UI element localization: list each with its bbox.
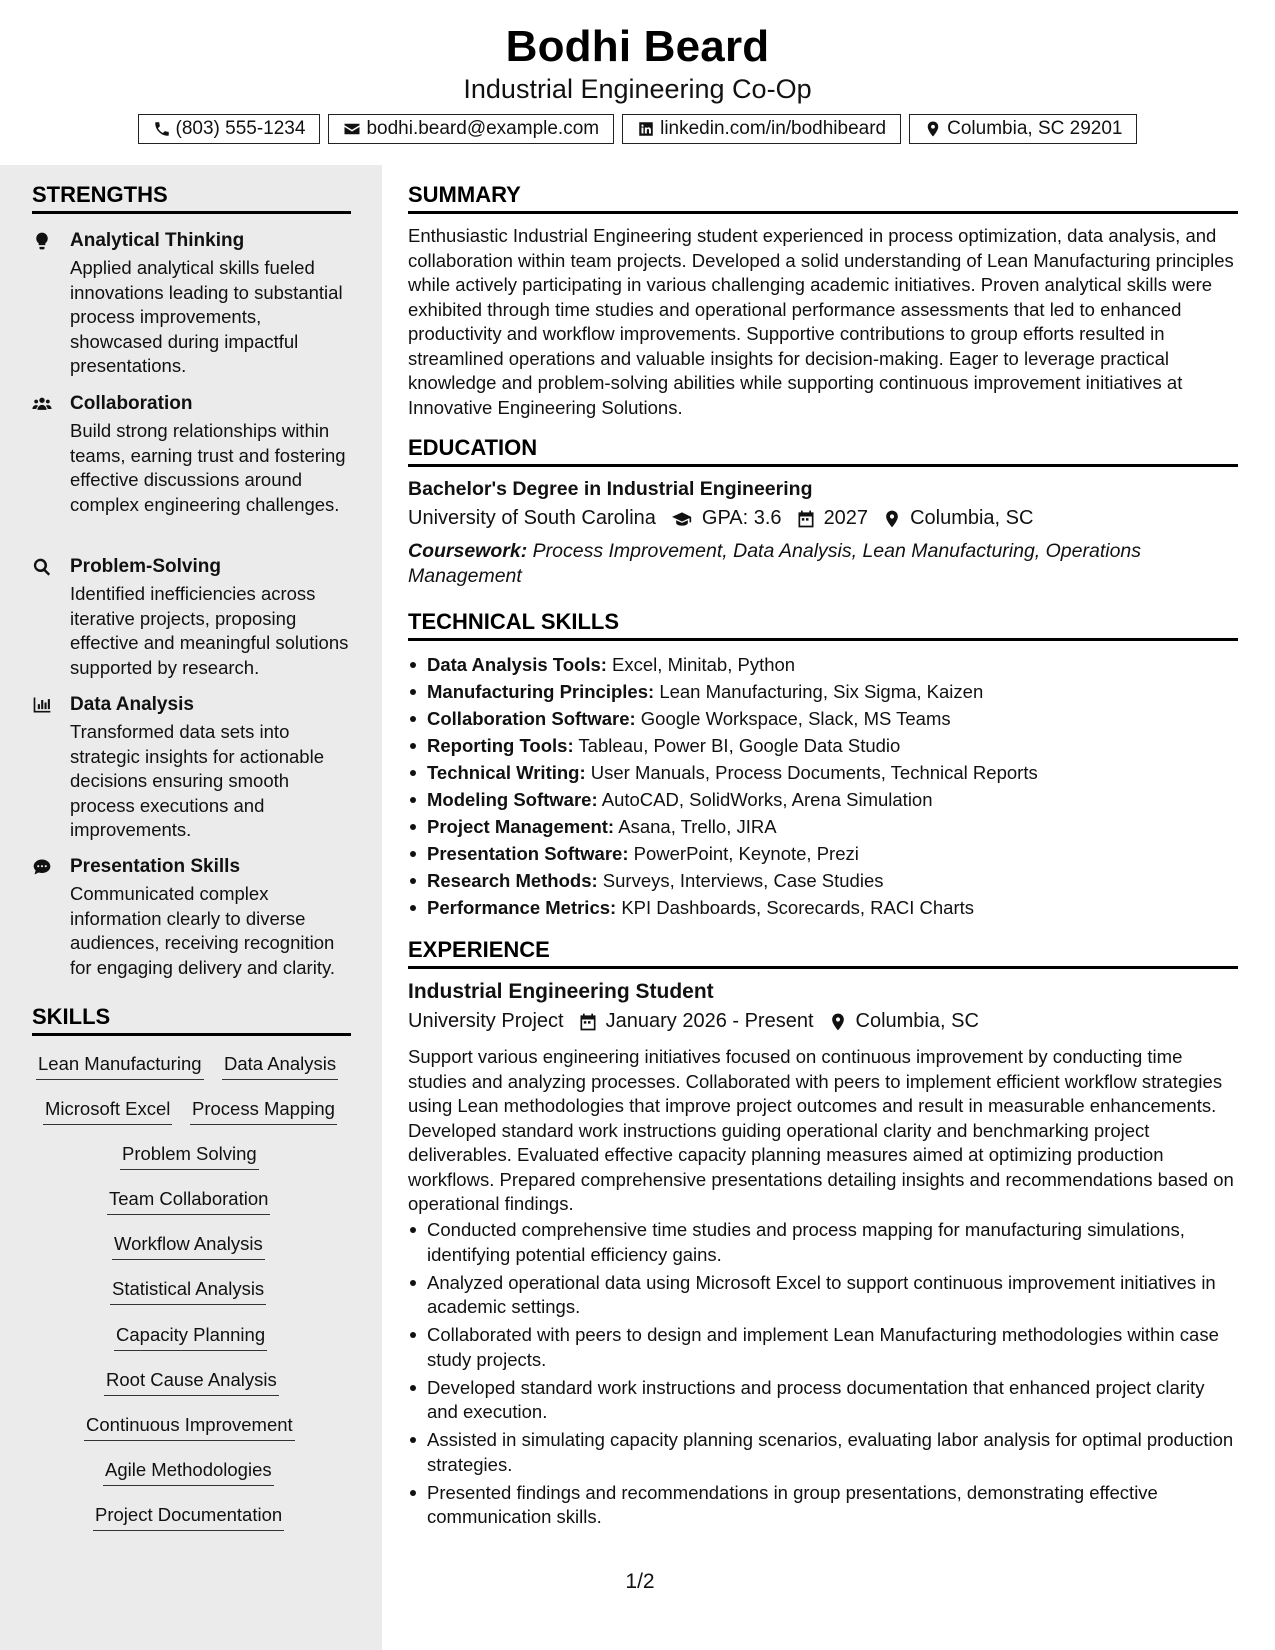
skill-values: KPI Dashboards, Scorecards, RACI Charts bbox=[621, 897, 974, 918]
search-icon bbox=[32, 557, 54, 577]
skills-section bbox=[32, 1004, 351, 1036]
contact-phone-text: (803) 555-1234 bbox=[175, 118, 306, 139]
contact-linkedin-text: linkedin.com/in/bodhibeard bbox=[660, 118, 887, 139]
education-gpa: GPA: 3.6 bbox=[701, 507, 782, 529]
list-item bbox=[408, 813, 1238, 840]
job-bullets bbox=[408, 1218, 1240, 1533]
skill-category: Presentation Software: bbox=[427, 843, 629, 864]
list-item: Assisted in simulating capacity planning scenarios, evaluating labor analysis for optimal production strategies. bbox=[408, 1428, 1240, 1477]
skill-tag: Statistical Analysis bbox=[110, 1278, 266, 1305]
skill-category: Manufacturing Principles: bbox=[427, 681, 655, 702]
skill-category: Modeling Software: bbox=[427, 789, 598, 810]
skill-values: Lean Manufacturing, Six Sigma, Kaizen bbox=[659, 681, 984, 702]
coursework-label: Coursework: bbox=[408, 540, 528, 562]
list-item: Analyzed operational data using Microsoft Excel to support continuous improvement initiatives in academic settings. bbox=[408, 1271, 1240, 1320]
job-dates: January 2026 - Present bbox=[605, 1010, 814, 1032]
job-title: Industrial Engineering Student bbox=[408, 980, 714, 1003]
skill-tag: Project Documentation bbox=[93, 1504, 284, 1531]
linkedin-icon bbox=[637, 120, 655, 138]
page-number: 1/2 bbox=[625, 1570, 655, 1593]
contact-email[interactable] bbox=[328, 114, 614, 144]
education-school: University of South Carolina bbox=[408, 507, 656, 529]
skill-tag: Capacity Planning bbox=[114, 1324, 267, 1351]
strength-description: Communicated complex information clearly to diverse audiences, receiving recognition for engaging delivery and clarity. bbox=[70, 883, 335, 978]
skill-category: Project Management: bbox=[427, 816, 615, 837]
skill-tag: Root Cause Analysis bbox=[104, 1369, 279, 1396]
job-details bbox=[408, 1010, 979, 1033]
skill-category: Performance Metrics: bbox=[427, 897, 617, 918]
comment-icon bbox=[32, 857, 54, 877]
list-item bbox=[408, 732, 1238, 759]
list-item bbox=[408, 759, 1238, 786]
skill-values: Excel, Minitab, Python bbox=[612, 654, 796, 675]
list-item bbox=[408, 894, 1238, 921]
strength-title: Collaboration bbox=[70, 393, 193, 414]
contact-location-text: Columbia, SC 29201 bbox=[947, 118, 1123, 139]
skill-category: Data Analysis Tools: bbox=[427, 654, 607, 675]
strength-title: Analytical Thinking bbox=[70, 230, 245, 251]
list-item bbox=[408, 651, 1238, 678]
list-item: Conducted comprehensive time studies and process mapping for manufacturing simulations, identifying potential efficiency gains. bbox=[408, 1218, 1240, 1267]
strength-description: Applied analytical skills fueled innovations leading to substantial process improvements, showcased during impactful presentations. bbox=[70, 257, 343, 376]
summary-text: Enthusiastic Industrial Engineering student experienced in process optimization, data analysis, and collaboration within team projects. Developed a solid understanding of Lean Manufacturing principles while actively participating in various challenging academic initiatives. Proven analytical skills were exhibited through time studies and operational performance assessments that led to enhanced productivity and workflow improvements. Supportive contributions to group efforts resulted in streamlined operations and valuable insights for decision-making. Eager to leverage practical knowledge and problem-solving abilities while supporting continuous improvement initiatives at Innovative Engineering Solutions. bbox=[408, 225, 1234, 418]
skill-values: PowerPoint, Keynote, Prezi bbox=[633, 843, 859, 864]
education-degree: Bachelor's Degree in Industrial Engineering bbox=[408, 478, 813, 500]
calendar-icon bbox=[578, 1012, 598, 1032]
strength-description: Identified inefficiencies across iterative projects, proposing effective and meaningful solutions supported by research. bbox=[70, 583, 349, 678]
skill-tag: Team Collaboration bbox=[107, 1188, 270, 1215]
skill-values: Surveys, Interviews, Case Studies bbox=[602, 870, 884, 891]
skill-values: User Manuals, Process Documents, Technical Reports bbox=[590, 762, 1038, 783]
experience-section bbox=[408, 937, 1238, 969]
skill-category: Research Methods: bbox=[427, 870, 598, 891]
contact-email-text: bodhi.beard@example.com bbox=[366, 118, 600, 139]
skill-tag: Continuous Improvement bbox=[84, 1414, 295, 1441]
skill-values: Google Workspace, Slack, MS Teams bbox=[640, 708, 951, 729]
skill-category: Collaboration Software: bbox=[427, 708, 636, 729]
list-item: Collaborated with peers to design and implement Lean Manufacturing methodologies within case study projects. bbox=[408, 1323, 1240, 1372]
education-coursework bbox=[408, 539, 1228, 588]
list-item: Presented findings and recommendations in group presentations, demonstrating effective communication skills. bbox=[408, 1481, 1240, 1530]
skill-category: Technical Writing: bbox=[427, 762, 586, 783]
list-item bbox=[408, 678, 1238, 705]
strengths-section bbox=[32, 182, 351, 214]
resume-header bbox=[0, 0, 1275, 165]
skill-values: Asana, Trello, JIRA bbox=[618, 816, 777, 837]
technical-skills-heading: TECHNICAL SKILLS bbox=[408, 609, 1238, 641]
education-location: Columbia, SC bbox=[910, 507, 1034, 529]
map-marker-icon bbox=[828, 1012, 848, 1032]
bar-chart-icon bbox=[32, 695, 54, 715]
job-location: Columbia, SC bbox=[855, 1010, 979, 1032]
map-marker-icon bbox=[924, 120, 942, 138]
skill-values: Tableau, Power BI, Google Data Studio bbox=[578, 735, 901, 756]
contact-bar bbox=[0, 114, 1275, 144]
candidate-title: Industrial Engineering Co-Op bbox=[463, 74, 812, 104]
list-item bbox=[408, 705, 1238, 732]
skill-category: Reporting Tools: bbox=[427, 735, 574, 756]
skill-tag: Data Analysis bbox=[222, 1053, 338, 1080]
technical-skills-list bbox=[408, 651, 1238, 921]
lightbulb-icon bbox=[32, 231, 54, 251]
skill-tag: Process Mapping bbox=[190, 1098, 337, 1125]
skill-tag: Lean Manufacturing bbox=[36, 1053, 204, 1080]
job-description: Support various engineering initiatives focused on continuous improvement by conducting time studies and analyzing processes. Collaborated with peers to implement efficient workflow strategies using Lean methodologies that improve project outcomes and result in measurable enhancements. Developed standard work instructions guiding operational clarity and benchmarking project deliverables. Evaluated effective capacity planning measures aimed at optimizing production workflows. Prepared comprehensive presentations detailing insights and recommendations based on operational findings. bbox=[408, 1046, 1234, 1214]
summary-section bbox=[408, 182, 1238, 214]
candidate-name: Bodhi Beard bbox=[505, 22, 770, 71]
education-section bbox=[408, 435, 1238, 467]
strength-description: Transformed data sets into strategic insights for actionable decisions ensuring smooth process executions and improvements. bbox=[70, 721, 324, 840]
graduation-cap-icon bbox=[670, 509, 694, 529]
experience-heading: EXPERIENCE bbox=[408, 937, 1238, 969]
skill-tag: Problem Solving bbox=[120, 1143, 259, 1170]
strengths-heading: STRENGTHS bbox=[32, 182, 351, 214]
list-item bbox=[408, 840, 1238, 867]
strength-title: Data Analysis bbox=[70, 694, 194, 715]
contact-location[interactable] bbox=[909, 114, 1137, 144]
summary-heading: SUMMARY bbox=[408, 182, 1238, 214]
skill-tag: Agile Methodologies bbox=[103, 1459, 274, 1486]
job-organization: University Project bbox=[408, 1010, 564, 1032]
education-heading: EDUCATION bbox=[408, 435, 1238, 467]
education-year: 2027 bbox=[823, 507, 869, 529]
list-item bbox=[408, 867, 1238, 894]
skill-tag: Workflow Analysis bbox=[112, 1233, 265, 1260]
contact-linkedin[interactable] bbox=[622, 114, 901, 144]
technical-skills-section bbox=[408, 609, 1238, 641]
envelope-icon bbox=[343, 120, 361, 138]
skill-values: AutoCAD, SolidWorks, Arena Simulation bbox=[601, 789, 933, 810]
strength-title: Presentation Skills bbox=[70, 856, 241, 877]
list-item: Developed standard work instructions and process documentation that enhanced project clarity and execution. bbox=[408, 1376, 1240, 1425]
list-item bbox=[408, 786, 1238, 813]
strength-title: Problem-Solving bbox=[70, 556, 221, 577]
users-icon bbox=[32, 394, 54, 414]
strength-description: Build strong relationships within teams, earning trust and fostering effective discussions around complex engineering challenges. bbox=[70, 420, 346, 515]
coursework-list: Process Improvement, Data Analysis, Lean Manufacturing, Operations Management bbox=[408, 540, 1142, 587]
education-details bbox=[408, 507, 1033, 530]
skills-heading: SKILLS bbox=[32, 1004, 351, 1036]
calendar-icon bbox=[796, 509, 816, 529]
skill-tag: Microsoft Excel bbox=[43, 1098, 172, 1125]
contact-phone[interactable] bbox=[138, 114, 321, 144]
map-marker-icon bbox=[882, 509, 902, 529]
phone-icon bbox=[153, 120, 171, 138]
